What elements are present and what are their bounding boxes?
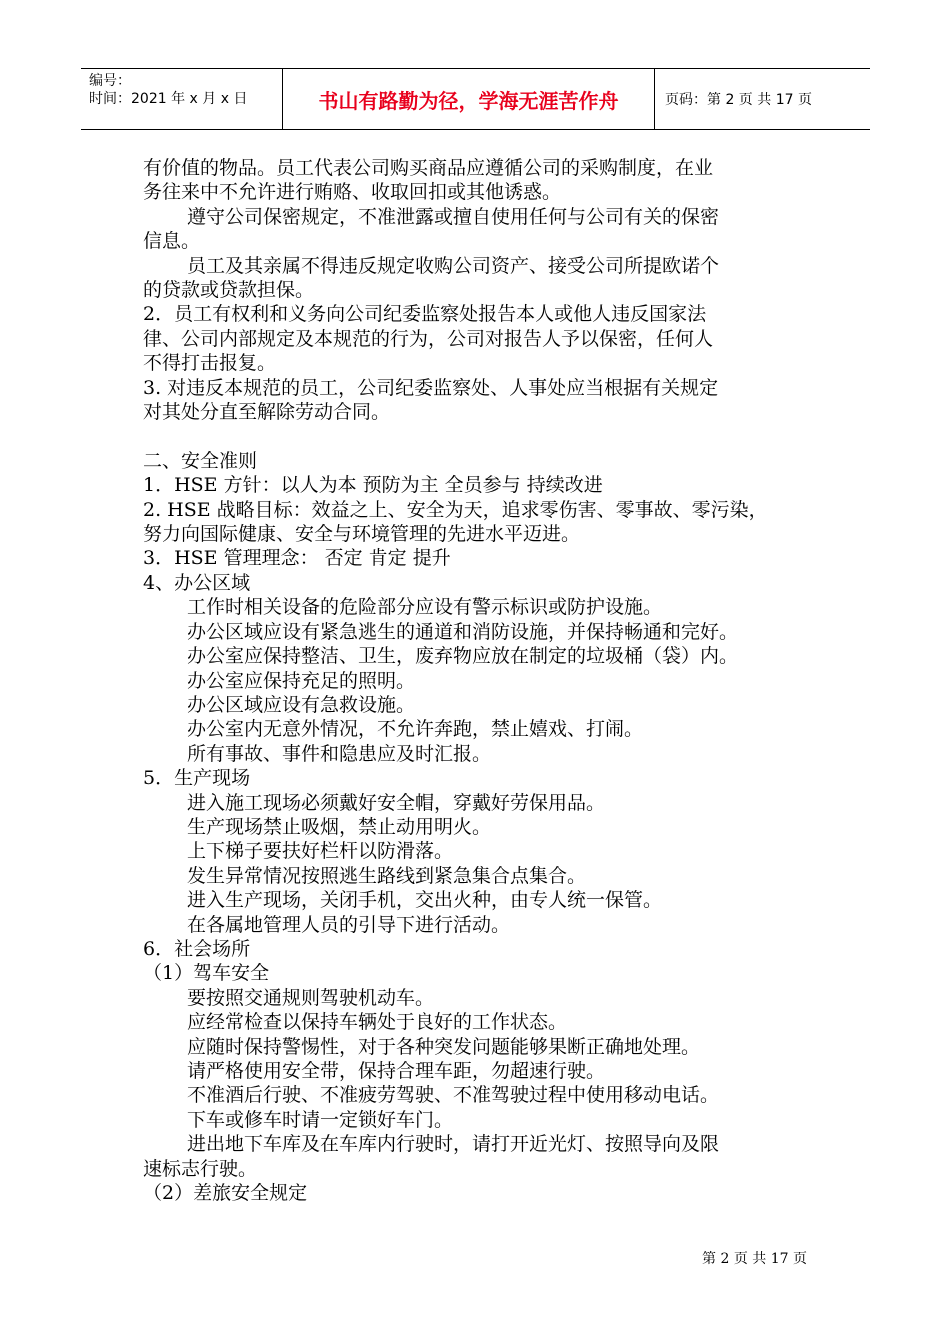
body-line: 应经常检查以保持车辆处于良好的工作状态。 (187, 1011, 568, 1034)
body-line: 2．员工有权利和义务向公司纪委监察处报告本人或他人违反国家法 (143, 303, 707, 326)
body-line: 办公区域应设有急救设施。 (187, 693, 416, 716)
body-line: 所有事故、事件和隐患应及时汇报。 (187, 742, 492, 765)
body-line: 对其处分直至解除劳动合同。 (143, 401, 391, 424)
body-line: 二、安全准则 (143, 449, 258, 472)
body-line: 遵守公司保密规定，不准泄露或擅自使用任何与公司有关的保密 (187, 205, 720, 228)
blank-line (143, 424, 823, 448)
body-line: 6．社会场所 (143, 937, 251, 960)
body-line: 速标志行驶。 (143, 1157, 258, 1180)
body-line: 下车或修车时请一定锁好车门。 (187, 1108, 454, 1131)
body-line: 办公室应保持充足的照明。 (187, 669, 416, 692)
header-page-label: 页码：第 2 页 共 17 页 (665, 92, 812, 108)
body-line: 工作时相关设备的危险部分应设有警示标识或防护设施。 (187, 596, 663, 619)
document-number-label: 编号： (89, 73, 131, 89)
body-line: 5．生产现场 (143, 767, 251, 790)
page-footer: 第 2 页 共 17 页 (702, 1251, 807, 1267)
body-line: 进入施工现场必须戴好安全帽，穿戴好劳保用品。 (187, 791, 606, 814)
header-info-cell (81, 69, 283, 129)
body-line: 进出地下车库及在车库内行驶时，请打开近光灯、按照导向及限 (187, 1133, 720, 1156)
body-line: 上下梯子要扶好栏杆以防滑落。 (187, 840, 454, 863)
body-line: 务往来中不允许进行贿赂、收取回扣或其他诱惑。 (143, 181, 562, 204)
body-line: 办公室内无意外情况，不允许奔跑，禁止嬉戏、打闹。 (187, 718, 644, 741)
body-line: 生产现场禁止吸烟，禁止动用明火。 (187, 815, 492, 838)
body-line: 办公室应保持整洁、卫生，废弃物应放在制定的垃圾桶（袋）内。 (187, 645, 739, 668)
body-line: 有价值的物品。员工代表公司购买商品应遵循公司的采购制度，在业 (143, 157, 714, 179)
body-line: 努力向国际健康、安全与环境管理的先进水平迈进。 (143, 523, 581, 546)
body-line: （1）驾车安全 (143, 962, 270, 985)
body-line: 应随时保持警惕性，对于各种突发问题能够果断正确地处理。 (187, 1035, 701, 1058)
body-line: 3. 对违反本规范的员工，公司纪委监察处、人事处应当根据有关规定 (143, 376, 719, 399)
body-line: 在各属地管理人员的引导下进行活动。 (187, 913, 511, 936)
body-line: 4、办公区域 (143, 571, 251, 594)
body-line: 要按照交通规则驾驶机动车。 (187, 986, 435, 1009)
page-header (81, 68, 870, 130)
body-line: 办公区域应设有紧急逃生的通道和消防设施，并保持畅通和完好。 (187, 620, 739, 643)
body-line: 2. HSE 战略目标：效益之上、安全为天，追求零伤害、零事故、零污染， (143, 498, 768, 521)
body-line: 员工及其亲属不得违反规定收购公司资产、接受公司所提欧诺个 (187, 254, 720, 277)
document-body (143, 156, 823, 1205)
body-line: 1．HSE 方针：以人为本 预防为主 全员参与 持续改进 (143, 474, 603, 497)
body-line: 不得打击报复。 (143, 352, 277, 375)
body-line: （2）差旅安全规定 (143, 1182, 308, 1205)
body-line: 请严格使用安全带，保持合理车距，勿超速行驶。 (187, 1060, 606, 1083)
body-line: 的贷款或贷款担保。 (143, 279, 315, 302)
body-line: 不准酒后行驶、不准疲劳驾驶、不准驾驶过程中使用移动电话。 (187, 1084, 720, 1107)
body-line: 进入生产现场，关闭手机，交出火种，由专人统一保管。 (187, 889, 663, 912)
body-line: 发生异常情况按照逃生路线到紧急集合点集合。 (187, 864, 587, 887)
body-line: 律、公司内部规定及本规范的行为，公司对报告人予以保密，任何人 (143, 327, 714, 350)
document-time-label: 时间：2021 年 x 月 x 日 (89, 91, 248, 107)
body-line: 3．HSE 管理理念： 否定 肯定 提升 (143, 547, 451, 570)
body-line: 信息。 (143, 230, 201, 253)
header-motto: 书山有路勤为径，学海无涯苦作舟 (283, 69, 655, 129)
